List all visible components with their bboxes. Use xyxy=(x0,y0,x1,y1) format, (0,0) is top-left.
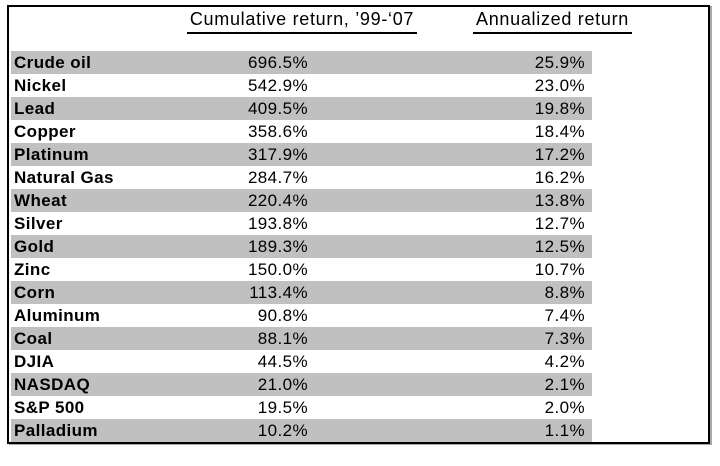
asset-name: Zinc xyxy=(14,260,51,279)
annualized-return-value: 2.0% xyxy=(544,398,585,417)
annualized-return-value: 7.4% xyxy=(544,306,585,325)
annualized-return-value: 2.1% xyxy=(544,375,585,394)
asset-name: Crude oil xyxy=(14,53,92,72)
table-row xyxy=(11,143,592,166)
cumulative-return-value: 358.6% xyxy=(247,122,308,141)
cumulative-return-value: 193.8% xyxy=(247,214,308,233)
returns-table xyxy=(7,5,710,444)
table-row xyxy=(11,51,592,74)
table-body xyxy=(11,51,592,442)
annualized-return-value: 13.8% xyxy=(534,191,585,210)
cumulative-return-value: 317.9% xyxy=(247,145,308,164)
asset-name: Palladium xyxy=(14,421,98,440)
annualized-return-value: 12.5% xyxy=(534,237,585,256)
table-row xyxy=(11,120,592,143)
asset-name: Aluminum xyxy=(14,306,101,325)
annualized-return-value: 10.7% xyxy=(534,260,585,279)
cumulative-return-value: 113.4% xyxy=(249,283,308,302)
table-row xyxy=(11,304,592,327)
table-row xyxy=(11,281,592,304)
asset-name: Coal xyxy=(14,329,53,348)
table-row xyxy=(11,235,592,258)
table-row xyxy=(11,74,592,97)
annualized-return-value: 1.1% xyxy=(544,421,585,440)
table-row xyxy=(11,189,592,212)
annualized-return-value: 16.2% xyxy=(534,168,585,187)
cumulative-return-value: 220.4% xyxy=(247,191,308,210)
cumulative-return-value: 19.5% xyxy=(257,398,308,417)
cumulative-return-value: 542.9% xyxy=(247,76,308,95)
annualized-return-value: 23.0% xyxy=(534,76,585,95)
table-row xyxy=(11,166,592,189)
annualized-return-value: 4.2% xyxy=(544,352,585,371)
asset-name: Silver xyxy=(14,214,63,233)
annualized-return-value: 25.9% xyxy=(534,53,585,72)
cumulative-return-value: 284.7% xyxy=(247,168,308,187)
table-row xyxy=(11,373,592,396)
cumulative-return-value: 189.3% xyxy=(247,237,308,256)
table-row xyxy=(11,97,592,120)
asset-name: DJIA xyxy=(14,352,55,371)
asset-name: Gold xyxy=(14,237,55,256)
asset-name: Lead xyxy=(14,99,56,118)
table-row xyxy=(11,258,592,281)
table-row xyxy=(11,350,592,373)
cumulative-return-value: 88.1% xyxy=(257,329,308,348)
asset-name: Corn xyxy=(14,283,56,302)
asset-name: Copper xyxy=(14,122,76,141)
asset-name: Natural Gas xyxy=(14,168,114,187)
cumulative-return-value: 21.0% xyxy=(257,375,308,394)
column-header-annualized xyxy=(473,7,629,34)
asset-name: S&P 500 xyxy=(14,398,85,417)
column-header-cumulative-label: Cumulative return, ’99-‘07 xyxy=(187,7,417,34)
cumulative-return-value: 696.5% xyxy=(247,53,308,72)
annualized-return-value: 19.8% xyxy=(534,99,585,118)
column-header-annualized-label: Annualized return xyxy=(473,7,632,34)
annualized-return-value: 18.4% xyxy=(534,122,585,141)
cumulative-return-value: 409.5% xyxy=(247,99,308,118)
cumulative-return-value: 90.8% xyxy=(257,306,308,325)
table-row xyxy=(11,212,592,235)
cumulative-return-value: 44.5% xyxy=(257,352,308,371)
annualized-return-value: 8.8% xyxy=(544,283,585,302)
table-row xyxy=(11,396,592,419)
asset-name: Platinum xyxy=(14,145,89,164)
table-row xyxy=(11,327,592,350)
annualized-return-value: 12.7% xyxy=(534,214,585,233)
asset-name: Nickel xyxy=(14,76,67,95)
cumulative-return-value: 150.0% xyxy=(247,260,308,279)
cumulative-return-value: 10.2% xyxy=(257,421,308,440)
table-row xyxy=(11,419,592,442)
column-header-cumulative xyxy=(183,7,421,34)
asset-name: Wheat xyxy=(14,191,67,210)
asset-name: NASDAQ xyxy=(14,375,91,394)
annualized-return-value: 7.3% xyxy=(544,329,585,348)
annualized-return-value: 17.2% xyxy=(534,145,585,164)
